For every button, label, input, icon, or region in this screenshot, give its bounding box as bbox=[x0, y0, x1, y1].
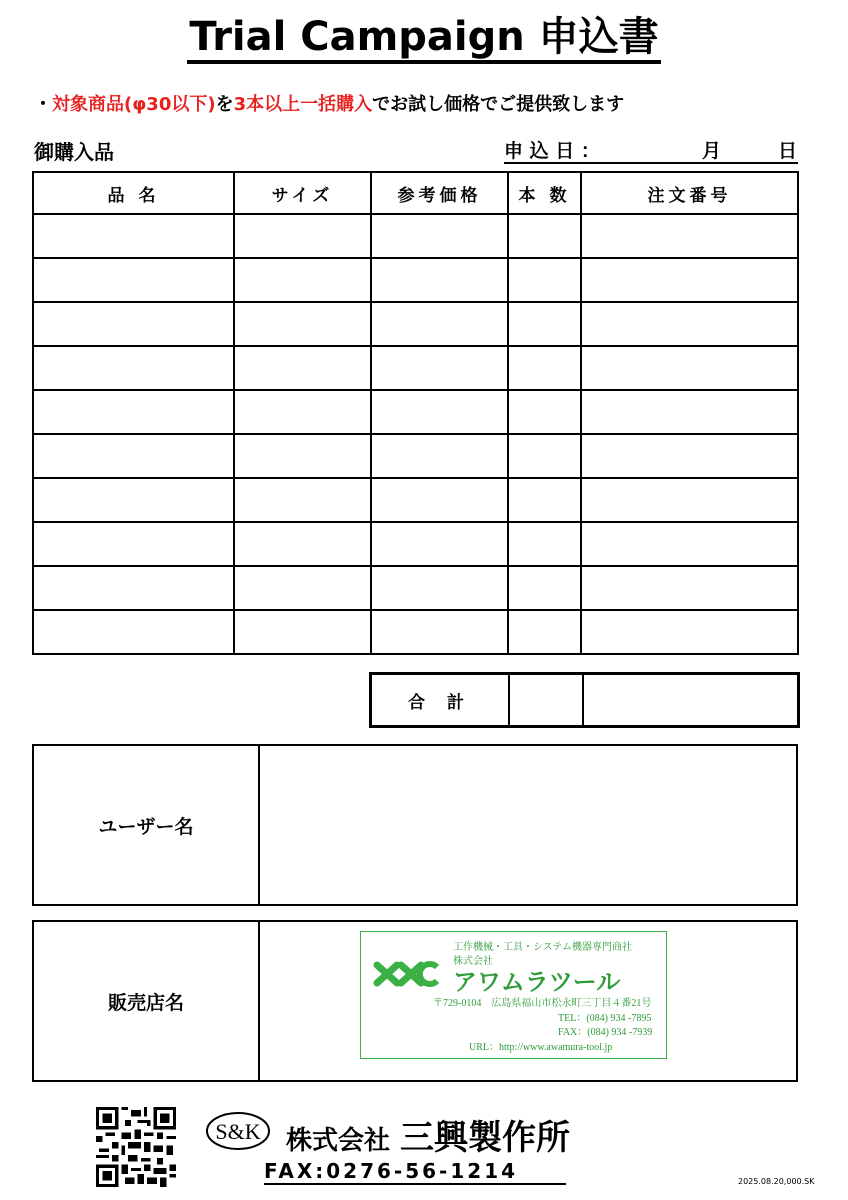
dealer-card-address: 〒729-0104 広島県福山市松永町三丁目４番21号 bbox=[433, 998, 652, 1009]
table-row bbox=[33, 258, 798, 302]
cell-quantity[interactable] bbox=[508, 610, 581, 654]
cell-product-name[interactable] bbox=[33, 302, 234, 346]
cell-quantity[interactable] bbox=[508, 522, 581, 566]
cell-quantity[interactable] bbox=[508, 258, 581, 302]
cell-size[interactable] bbox=[234, 390, 371, 434]
cell-product-name[interactable] bbox=[33, 434, 234, 478]
total-row bbox=[369, 672, 800, 728]
cell-quantity[interactable] bbox=[508, 566, 581, 610]
cell-product-name[interactable] bbox=[33, 566, 234, 610]
date-month-label: 月 bbox=[702, 140, 722, 162]
dealer-name-label: 販売店名 bbox=[34, 922, 260, 1080]
cell-size[interactable] bbox=[234, 610, 371, 654]
cell-size[interactable] bbox=[234, 258, 371, 302]
notice-bullet: ・ bbox=[34, 94, 52, 115]
cell-order-number[interactable] bbox=[581, 522, 798, 566]
cell-size[interactable] bbox=[234, 434, 371, 478]
table-row bbox=[33, 434, 798, 478]
cell-order-number[interactable] bbox=[581, 390, 798, 434]
document-code: 2025.08.20,000.SK bbox=[738, 1177, 815, 1186]
notice-target-products: 対象商品(φ30以下) bbox=[52, 94, 216, 115]
cell-reference-price[interactable] bbox=[371, 566, 508, 610]
table-row bbox=[33, 478, 798, 522]
cell-size[interactable] bbox=[234, 346, 371, 390]
user-name-box bbox=[32, 744, 798, 906]
cell-quantity[interactable] bbox=[508, 214, 581, 258]
cell-quantity[interactable] bbox=[508, 434, 581, 478]
table-row bbox=[33, 390, 798, 434]
header-size: サイズ bbox=[234, 172, 371, 214]
cell-reference-price[interactable] bbox=[371, 478, 508, 522]
order-table bbox=[32, 171, 799, 655]
cell-reference-price[interactable] bbox=[371, 390, 508, 434]
cell-product-name[interactable] bbox=[33, 478, 234, 522]
dealer-card-name: アワムラツール bbox=[453, 968, 621, 996]
cell-reference-price[interactable] bbox=[371, 434, 508, 478]
cell-product-name[interactable] bbox=[33, 390, 234, 434]
table-row bbox=[33, 214, 798, 258]
dealer-card-fax: FAX：(084) 934 -7939 bbox=[558, 1027, 653, 1038]
cell-reference-price[interactable] bbox=[371, 214, 508, 258]
dealer-business-card bbox=[360, 931, 667, 1059]
cell-product-name[interactable] bbox=[33, 214, 234, 258]
table-header-row bbox=[33, 172, 798, 214]
cell-order-number[interactable] bbox=[581, 478, 798, 522]
date-label: 申 込 日 ： bbox=[504, 140, 600, 162]
cell-reference-price[interactable] bbox=[371, 610, 508, 654]
dealer-card-url: URL：http://www.awamura-tool.jp bbox=[469, 1042, 613, 1053]
sk-logo-icon bbox=[205, 1111, 271, 1151]
table-row bbox=[33, 302, 798, 346]
purchased-items-label: 御購入品 bbox=[34, 140, 114, 164]
table-row bbox=[33, 346, 798, 390]
user-name-field[interactable] bbox=[260, 746, 796, 904]
cell-order-number[interactable] bbox=[581, 566, 798, 610]
total-quantity-cell[interactable] bbox=[510, 675, 584, 725]
notice-quantity-condition: 3本以上一括購入 bbox=[233, 94, 373, 115]
cell-order-number[interactable] bbox=[581, 302, 798, 346]
application-date-field[interactable] bbox=[504, 136, 798, 164]
dealer-card-tel: TEL：(084) 934 -7895 bbox=[558, 1013, 652, 1024]
cell-product-name[interactable] bbox=[33, 258, 234, 302]
cell-product-name[interactable] bbox=[33, 346, 234, 390]
cell-quantity[interactable] bbox=[508, 346, 581, 390]
campaign-notice bbox=[34, 90, 624, 116]
header-quantity: 本 数 bbox=[508, 172, 581, 214]
cell-reference-price[interactable] bbox=[371, 346, 508, 390]
table-row bbox=[33, 610, 798, 654]
cell-order-number[interactable] bbox=[581, 610, 798, 654]
cell-order-number[interactable] bbox=[581, 434, 798, 478]
cell-reference-price[interactable] bbox=[371, 522, 508, 566]
fax-number: FAX:0276-56-1214 bbox=[264, 1159, 566, 1185]
cell-size[interactable] bbox=[234, 566, 371, 610]
cell-quantity[interactable] bbox=[508, 302, 581, 346]
cell-reference-price[interactable] bbox=[371, 302, 508, 346]
notice-offer: でお試し価格でご提供致します bbox=[372, 94, 625, 115]
cell-quantity[interactable] bbox=[508, 478, 581, 522]
dealer-logo-icon bbox=[371, 961, 441, 987]
header-reference-price: 参考価格 bbox=[371, 172, 508, 214]
cell-product-name[interactable] bbox=[33, 610, 234, 654]
cell-size[interactable] bbox=[234, 214, 371, 258]
cell-size[interactable] bbox=[234, 302, 371, 346]
cell-order-number[interactable] bbox=[581, 258, 798, 302]
cell-reference-price[interactable] bbox=[371, 258, 508, 302]
cell-quantity[interactable] bbox=[508, 390, 581, 434]
cell-order-number[interactable] bbox=[581, 214, 798, 258]
company-main-name: 三興製作所 bbox=[400, 1118, 571, 1158]
cell-order-number[interactable] bbox=[581, 346, 798, 390]
total-label: 合 計 bbox=[372, 675, 510, 725]
notice-particle: を bbox=[215, 94, 234, 115]
user-name-label: ユーザー名 bbox=[34, 746, 260, 904]
table-row bbox=[33, 566, 798, 610]
dealer-card-tagline: 工作機械・工具・システム機器専門商社 bbox=[453, 942, 632, 953]
qr-code-icon[interactable] bbox=[96, 1107, 176, 1187]
cell-size[interactable] bbox=[234, 478, 371, 522]
title-text: Trial Campaign 申込書 bbox=[187, 14, 660, 64]
document-title bbox=[0, 14, 848, 64]
sk-logo-text: S&K bbox=[215, 1119, 261, 1144]
date-day-label: 日 bbox=[778, 140, 798, 162]
header-order-number: 注文番号 bbox=[581, 172, 798, 214]
cell-product-name[interactable] bbox=[33, 522, 234, 566]
cell-size[interactable] bbox=[234, 522, 371, 566]
company-prefix: 株式会社 bbox=[286, 1126, 391, 1156]
header-product-name: 品 名 bbox=[33, 172, 234, 214]
dealer-card-company-type: 株式会社 bbox=[453, 956, 493, 967]
company-name bbox=[286, 1110, 570, 1159]
total-order-cell[interactable] bbox=[584, 675, 797, 725]
table-row bbox=[33, 522, 798, 566]
